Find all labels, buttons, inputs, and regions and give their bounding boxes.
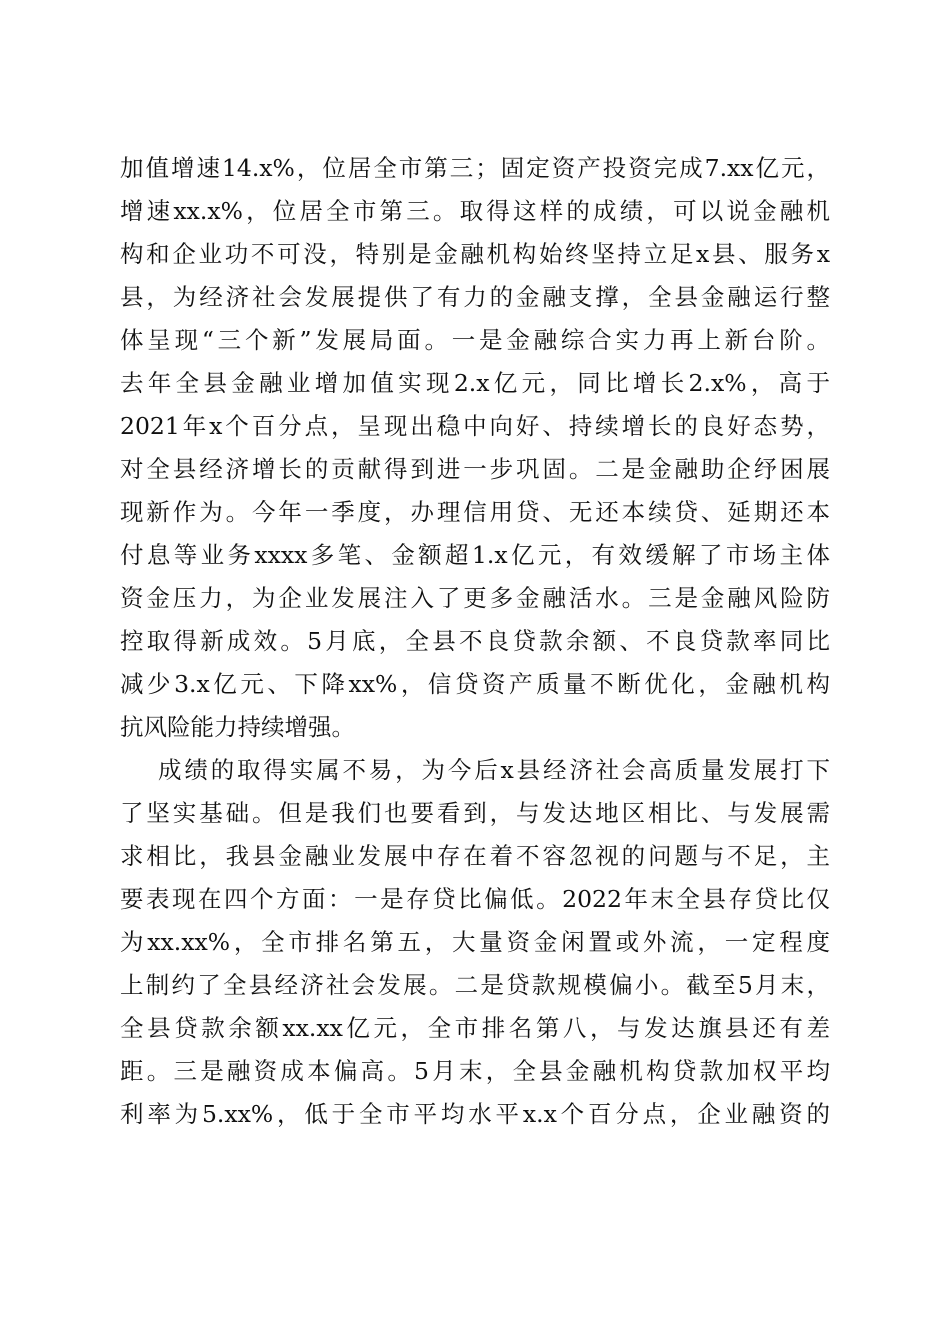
text-line: 资金压力，为企业发展注入了更多金融活水。三是金融风险防 [120,584,830,612]
text-line: 了坚实基础。但是我们也要看到，与发达地区相比、与发展需 [120,799,830,827]
text-line: 付息等业务xxxx多笔、金额超1.x亿元，有效缓解了市场主体 [120,541,830,569]
text-line: 现新作为。今年一季度，办理信用贷、无还本续贷、延期还本 [120,498,830,526]
text-line: 求相比，我县金融业发展中存在着不容忽视的问题与不足，主 [120,842,830,870]
text-line: 为xx.xx%，全市排名第五，大量资金闲置或外流，一定程度 [120,928,830,956]
text-line: 上制约了全县经济社会发展。二是贷款规模偏小。截至5月末， [120,971,830,999]
text-line: 距。三是融资成本偏高。5月末，全县金融机构贷款加权平均 [120,1057,830,1085]
text-line: 增速xx.x%，位居全市第三。取得这样的成绩，可以说金融机 [120,197,830,225]
text-line: 对全县经济增长的贡献得到进一步巩固。二是金融助企纾困展 [120,455,830,483]
text-line: 控取得新成效。5月底，全县不良贷款余额、不良贷款率同比 [120,627,830,655]
text-line: 减少3.x亿元、下降xx%，信贷资产质量不断优化，金融机构 [120,670,830,698]
text-line: 利率为5.xx%，低于全市平均水平x.x个百分点，企业融资的 [120,1100,830,1128]
text-line: 抗风险能力持续增强。 [120,713,355,741]
text-line: 构和企业功不可没，特别是金融机构始终坚持立足x县、服务x [120,240,830,268]
paragraph-first-line: 成绩的取得实属不易，为今后x县经济社会高质量发展打下 [158,756,830,784]
text-line: 要表现在四个方面：一是存贷比偏低。2022年末全县存贷比仅 [120,885,830,913]
text-line: 县，为经济社会发展提供了有力的金融支撑，全县金融运行整 [120,283,830,311]
text-line: 2021年x个百分点，呈现出稳中向好、持续增长的良好态势， [120,412,830,440]
text-line: 全县贷款余额xx.xx亿元，全市排名第八，与发达旗县还有差 [120,1014,830,1042]
text-line: 体呈现“三个新”发展局面。一是金融综合实力再上新台阶。 [120,326,830,354]
text-line: 加值增速14.x%，位居全市第三；固定资产投资完成7.xx亿元， [120,154,830,182]
text-line: 去年全县金融业增加值实现2.x亿元，同比增长2.x%，高于 [120,369,830,397]
